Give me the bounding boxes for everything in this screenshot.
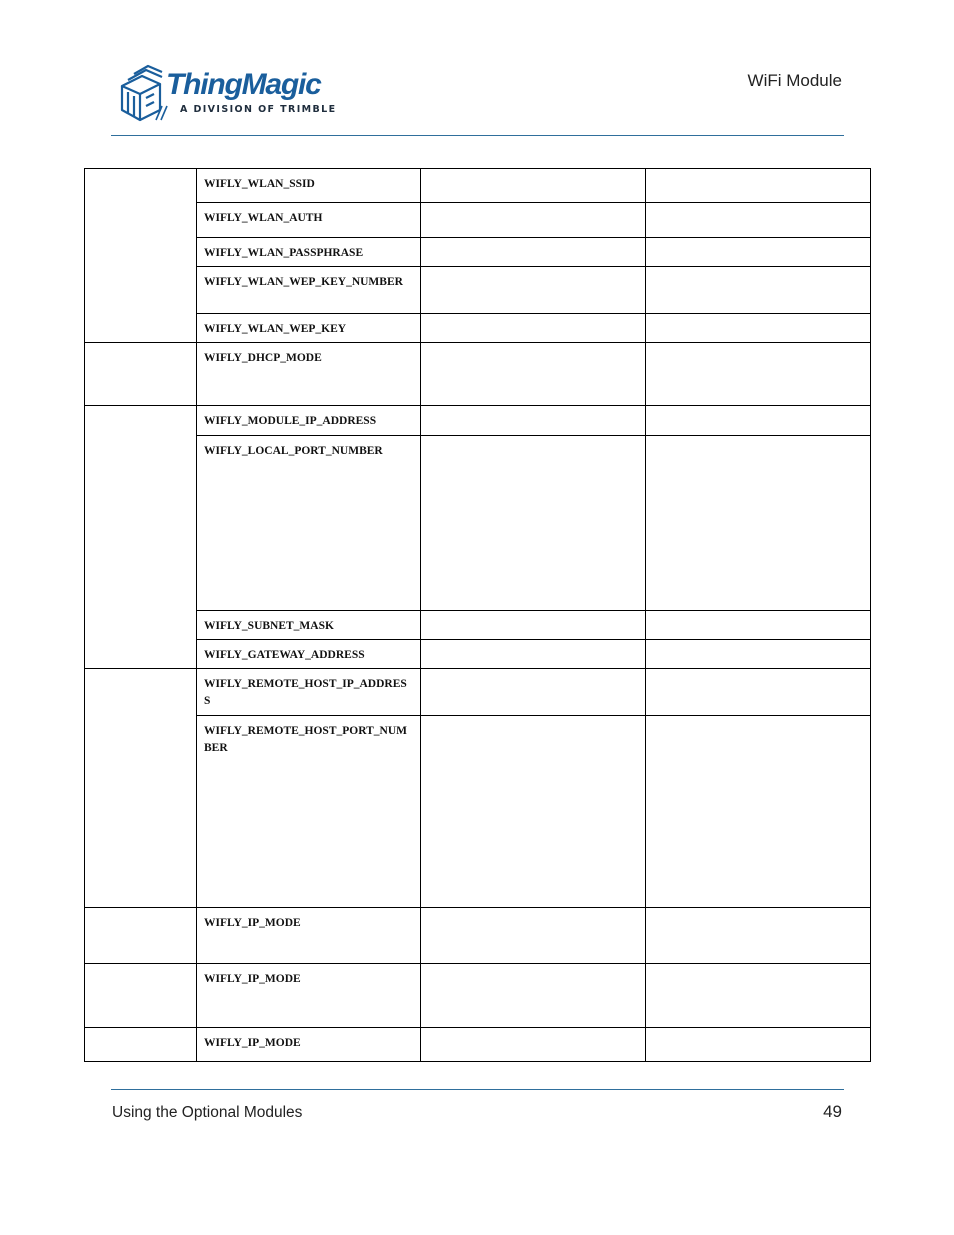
param-name-cell: WIFLY_WLAN_SSID [197,169,421,203]
param-name-cell: WIFLY_REMOTE_HOST_IP_ADDRESS [197,669,421,716]
value-cell [421,669,646,716]
description-cell [646,964,871,1028]
value-cell [421,406,646,436]
description-cell [646,669,871,716]
value-cell [421,964,646,1028]
group-cell [85,964,197,1028]
description-cell [646,267,871,314]
description-cell [646,203,871,238]
param-name-cell: WIFLY_WLAN_AUTH [197,203,421,238]
logo-cube-icon [116,64,168,124]
description-cell [646,343,871,406]
section-title: WiFi Module [747,71,842,90]
group-cell [85,406,197,669]
group-cell [85,169,197,343]
header-rule [111,135,844,136]
table-row [85,203,871,238]
param-name-cell: WIFLY_WLAN_PASSPHRASE [197,238,421,267]
value-cell [421,640,646,669]
value-cell [421,203,646,238]
description-cell [646,406,871,436]
value-cell [421,343,646,406]
value-cell [421,1028,646,1062]
table-row [85,406,871,436]
table-row [85,669,871,716]
table-row [85,716,871,908]
table-row [85,1028,871,1062]
description-cell [646,908,871,964]
table-row [85,169,871,203]
brand-name: ThingMagic [166,68,321,101]
value-cell [421,611,646,640]
param-name-cell: WIFLY_WLAN_WEP_KEY [197,314,421,343]
description-cell [646,238,871,267]
value-cell [421,716,646,908]
group-cell [85,1028,197,1062]
value-cell [421,436,646,611]
description-cell [646,640,871,669]
footer-rule [111,1089,844,1090]
table-row [85,640,871,669]
description-cell [646,716,871,908]
value-cell [421,267,646,314]
thingmagic-logo [116,64,337,124]
value-cell [421,314,646,343]
table-row [85,436,871,611]
param-name-cell: WIFLY_GATEWAY_ADDRESS [197,640,421,669]
parameters-table [84,168,871,1062]
table-row [85,267,871,314]
group-cell [85,908,197,964]
param-name-cell: WIFLY_IP_MODE [197,1028,421,1062]
table-row [85,238,871,267]
table-row [85,908,871,964]
param-name-cell: WIFLY_REMOTE_HOST_PORT_NUMBER [197,716,421,908]
value-cell [421,169,646,203]
table-row [85,343,871,406]
value-cell [421,238,646,267]
param-name-cell: WIFLY_WLAN_WEP_KEY_NUMBER [197,267,421,314]
group-cell [85,343,197,406]
table-row [85,314,871,343]
brand-tagline: A DIVISION OF TRIMBLE [180,104,337,115]
param-name-cell: WIFLY_LOCAL_PORT_NUMBER [197,436,421,611]
param-name-cell: WIFLY_IP_MODE [197,908,421,964]
description-cell [646,611,871,640]
param-name-cell: WIFLY_DHCP_MODE [197,343,421,406]
description-cell [646,169,871,203]
description-cell [646,436,871,611]
value-cell [421,908,646,964]
description-cell [646,314,871,343]
param-name-cell: WIFLY_SUBNET_MASK [197,611,421,640]
footer-chapter: Using the Optional Modules [112,1104,303,1121]
page-number: 49 [823,1102,842,1121]
param-name-cell: WIFLY_MODULE_IP_ADDRESS [197,406,421,436]
group-cell [85,669,197,908]
table-row [85,611,871,640]
description-cell [646,1028,871,1062]
table-row [85,964,871,1028]
param-name-cell: WIFLY_IP_MODE [197,964,421,1028]
